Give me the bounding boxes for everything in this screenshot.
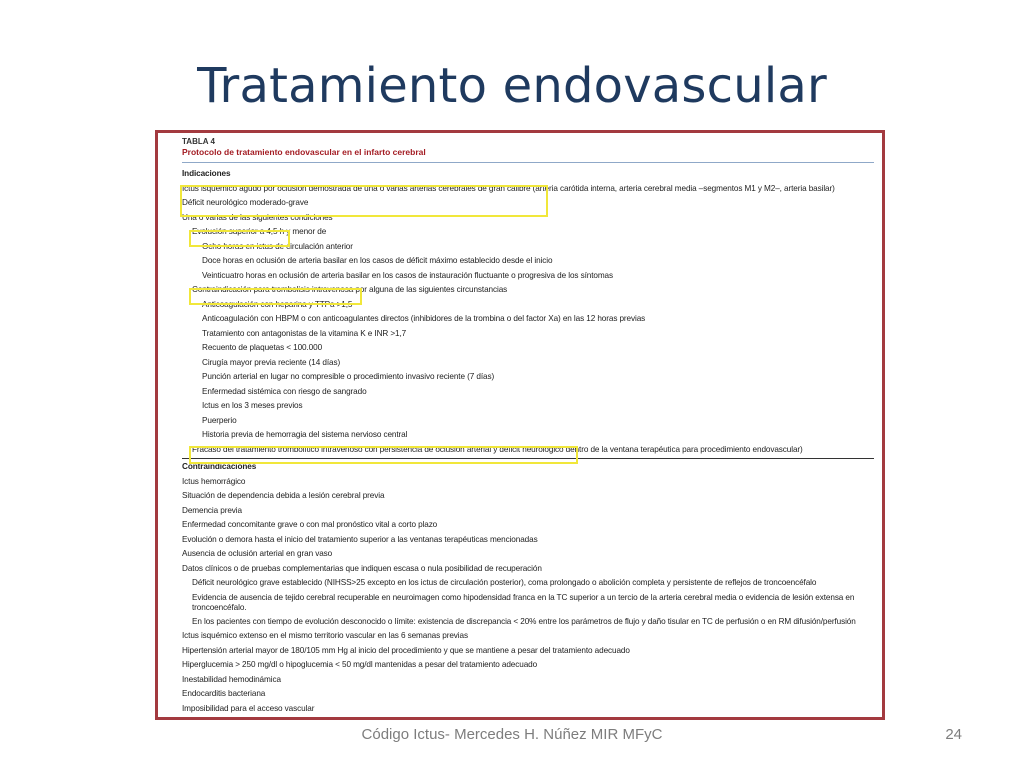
table-row: Evolución superior a 4,5 h y menor de [192, 227, 327, 236]
table-row: Enfermedad sistémica con riesgo de sangrado [202, 386, 367, 396]
table-image-frame [155, 130, 885, 720]
table-row: Déficit neurológico grave establecido (NIHSS>25 excepto en los ictus de circulación posterior), coma prolongado o abolición completa y persistente de reflejos de troncoencéfalo [192, 578, 817, 587]
protocol-table [182, 137, 874, 716]
table-row: Endocarditis bacteriana [182, 689, 266, 698]
table-row: Ictus en los 3 meses previos [202, 401, 303, 410]
table-row: Ictus hemorrágico [182, 476, 246, 486]
table-row: Recuento de plaquetas < 100.000 [202, 343, 323, 352]
table-row: Doce horas en oclusión de arteria basilar en los casos de déficit máximo establecido desde el inicio [202, 256, 553, 265]
table-top-rule [182, 162, 874, 163]
table-label: TABLA 4 [182, 137, 215, 146]
table-row: Contraindicación para trombolisis intravenosa por alguna de las siguientes circunstancias [192, 285, 508, 294]
table-row: Punción arterial en lugar no compresible o procedimiento invasivo reciente (7 días) [202, 372, 495, 381]
section-heading-indicaciones: Indicaciones [182, 169, 231, 178]
contraindicaciones-list [182, 475, 874, 717]
table-row: Puerperio [202, 415, 237, 425]
table-row: Fracaso del tratamiento trombolítico intravenoso con persistencia de oclusión arterial y déficit neurológico dentro de la ventana terapéutica para procedimiento endovascular) [192, 444, 803, 454]
slide-page-number: 24 [945, 726, 962, 743]
table-row: Situación de dependencia debida a lesión cerebral previa [182, 491, 385, 500]
table-row: Anticoagulación con heparina y TTPa >1,5 [202, 299, 353, 309]
table-row: Evidencia de ausencia de tejido cerebral recuperable en neuroimagen como hipodensidad franca en la TC superior a un tercio de la arteria cerebral media o evidencia de lesión extensa en troncoencéfalo. [192, 592, 855, 612]
table-row: Veinticuatro horas en oclusión de arteria basilar en los casos de instauración fluctuante o progresiva de los síntomas [202, 270, 614, 280]
table-row: Ocho horas en ictus de circulación anterior [202, 241, 353, 251]
table-row: Una o varias de las siguientes condiciones [182, 212, 333, 222]
table-row: Ausencia de oclusión arterial en gran vaso [182, 549, 333, 558]
table-title: Protocolo de tratamiento endovascular en el infarto cerebral [182, 147, 426, 157]
table-row: Cirugía mayor previa reciente (14 días) [202, 357, 341, 367]
table-row: Hipertensión arterial mayor de 180/105 mm Hg al inicio del procedimiento y que se mantiene a pesar del tratamiento adecuado [182, 645, 630, 655]
table-row: En los pacientes con tiempo de evolución desconocido o límite: existencia de discrepancia < 20% entre los parámetros de flujo y daño tisular en TC de perfusión o en RM difusión/perfusión [192, 616, 856, 626]
table-row: Déficit neurológico moderado-grave [182, 198, 309, 207]
table-row: Hiperglucemia > 250 mg/dl o hipoglucemia < 50 mg/dl mantenidas a pesar del tratamiento adecuado [182, 660, 538, 669]
table-row: Anticoagulación con HBPM o con anticoagulantes directos (inhibidores de la trombina o del factor Xa) en las 12 horas previas [202, 314, 646, 323]
section-heading-contraindicaciones: Contraindicaciones [182, 462, 257, 471]
table-row: Enfermedad concomitante grave o con mal pronóstico vital a corto plazo [182, 520, 438, 529]
table-row: Demencia previa [182, 505, 242, 515]
table-row: Historia previa de hemorragia del sistema nervioso central [202, 430, 408, 439]
table-row: Inestabilidad hemodinámica [182, 674, 281, 684]
table-row: Evolución o demora hasta el inicio del tratamiento superior a las ventanas terapéuticas mencionadas [182, 534, 538, 544]
slide-footer: Código Ictus- Mercedes H. Núñez MIR MFyC [361, 726, 663, 743]
section-divider [182, 458, 874, 459]
table-row: Datos clínicos o de pruebas complementarias que indiquen escasa o nula posibilidad de recuperación [182, 563, 542, 573]
table-row: Tratamiento con antagonistas de la vitamina K e INR >1,7 [202, 328, 407, 338]
table-row: Imposibilidad para el acceso vascular [182, 703, 315, 713]
table-row: Ictus isquémico agudo por oclusión demostrada de una o varias arterias cerebrales de gran calibre (arteria carótida interna, arteria cerebral media –segmentos M1 y M2–, arteria basilar) [182, 183, 835, 193]
table-row: Ictus isquémico extenso en el mismo territorio vascular en las 6 semanas previas [182, 631, 468, 640]
slide-title: Tratamiento endovascular [197, 58, 827, 114]
indicaciones-list [182, 182, 874, 458]
